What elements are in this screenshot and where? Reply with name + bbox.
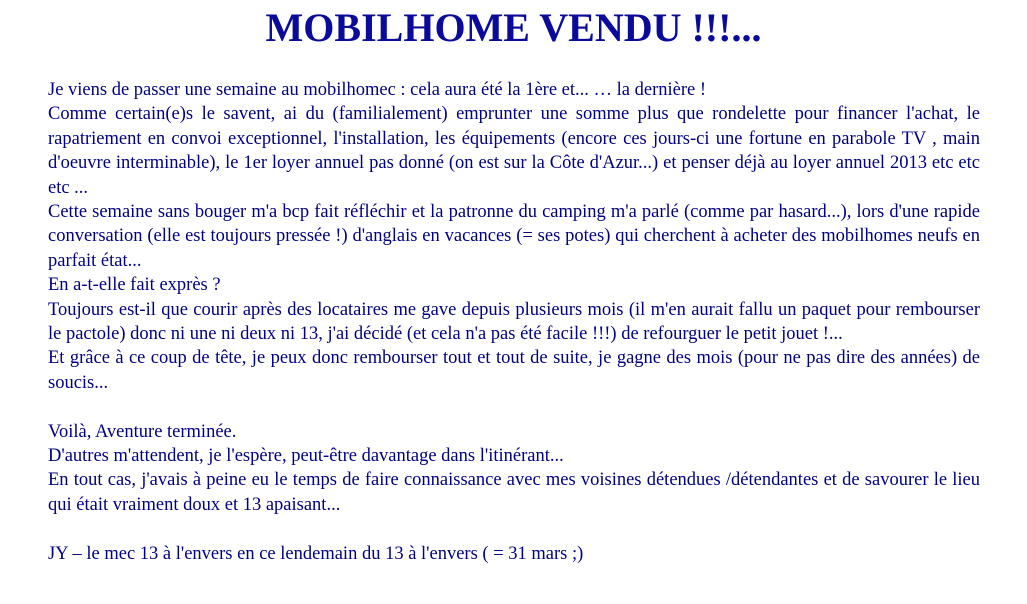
paragraph-ending: Voilà, Aventure terminée. [48,421,237,442]
paragraph-decision: Toujours est-il que courir après des locataires me gave depuis plusieurs mois (il m'en aurait fallu un paquet pour rembourser le pactole) donc ni une ni deux ni 13, j'ai décidé (et cela n'a pas été facile !!!) de refourguer le petit jouet !... [48,299,980,345]
paragraph-financing: Comme certain(e)s le savent, ai du (familialement) emprunter une somme plus que rondelette pour financer l'achat, le rapatriement en convoi exceptionnel, l'installation, les équipements (encore ces jours-ci une fortune en parabole TV , main d'oeuvre interminable), le 1er loyer annuel pas donné (on est sur la Côte d'Azur...) et penser déjà au loyer annuel 2013 etc etc etc ... [48,104,980,198]
signature-line: JY – le mec 13 à l'envers en ce lendemain du 13 à l'envers ( = 31 mars ;) [48,543,584,564]
paragraph-neighbors: En tout cas, j'avais à peine eu le temps de faire connaissance avec mes voisines détendues /détendantes et de savourer le lieu qui était vraiment doux et 13 apaisant... [48,470,980,515]
paragraph-question: En a-t-elle fait exprès ? [48,275,221,296]
paragraph-next-adventures: D'autres m'attendent, je l'espère, peut-être davantage dans l'itinérant... [48,446,564,467]
document-body [48,78,980,566]
paragraph-outcome: Et grâce à ce coup de tête, je peux donc rembourser tout et tout de suite, je gagne des mois (pour ne pas dire des années) de soucis... [48,348,980,393]
paragraph-spacer [48,517,980,541]
paragraph-spacer [48,395,980,419]
paragraph-intro: Je viens de passer une semaine au mobilhomec : cela aura été la 1ère et... … la dernière ! [48,80,706,100]
paragraph-camping-owner: Cette semaine sans bouger m'a bcp fait réfléchir et la patronne du camping m'a parlé (comme par hasard...), lors d'une rapide conversation (elle est toujours pressée !) d'anglais en vacances (= ses potes) qui cherchent à acheter des mobilhomes neufs en parfait état... [48,202,980,271]
page-title: MOBILHOME VENDU !!!... [265,5,762,50]
